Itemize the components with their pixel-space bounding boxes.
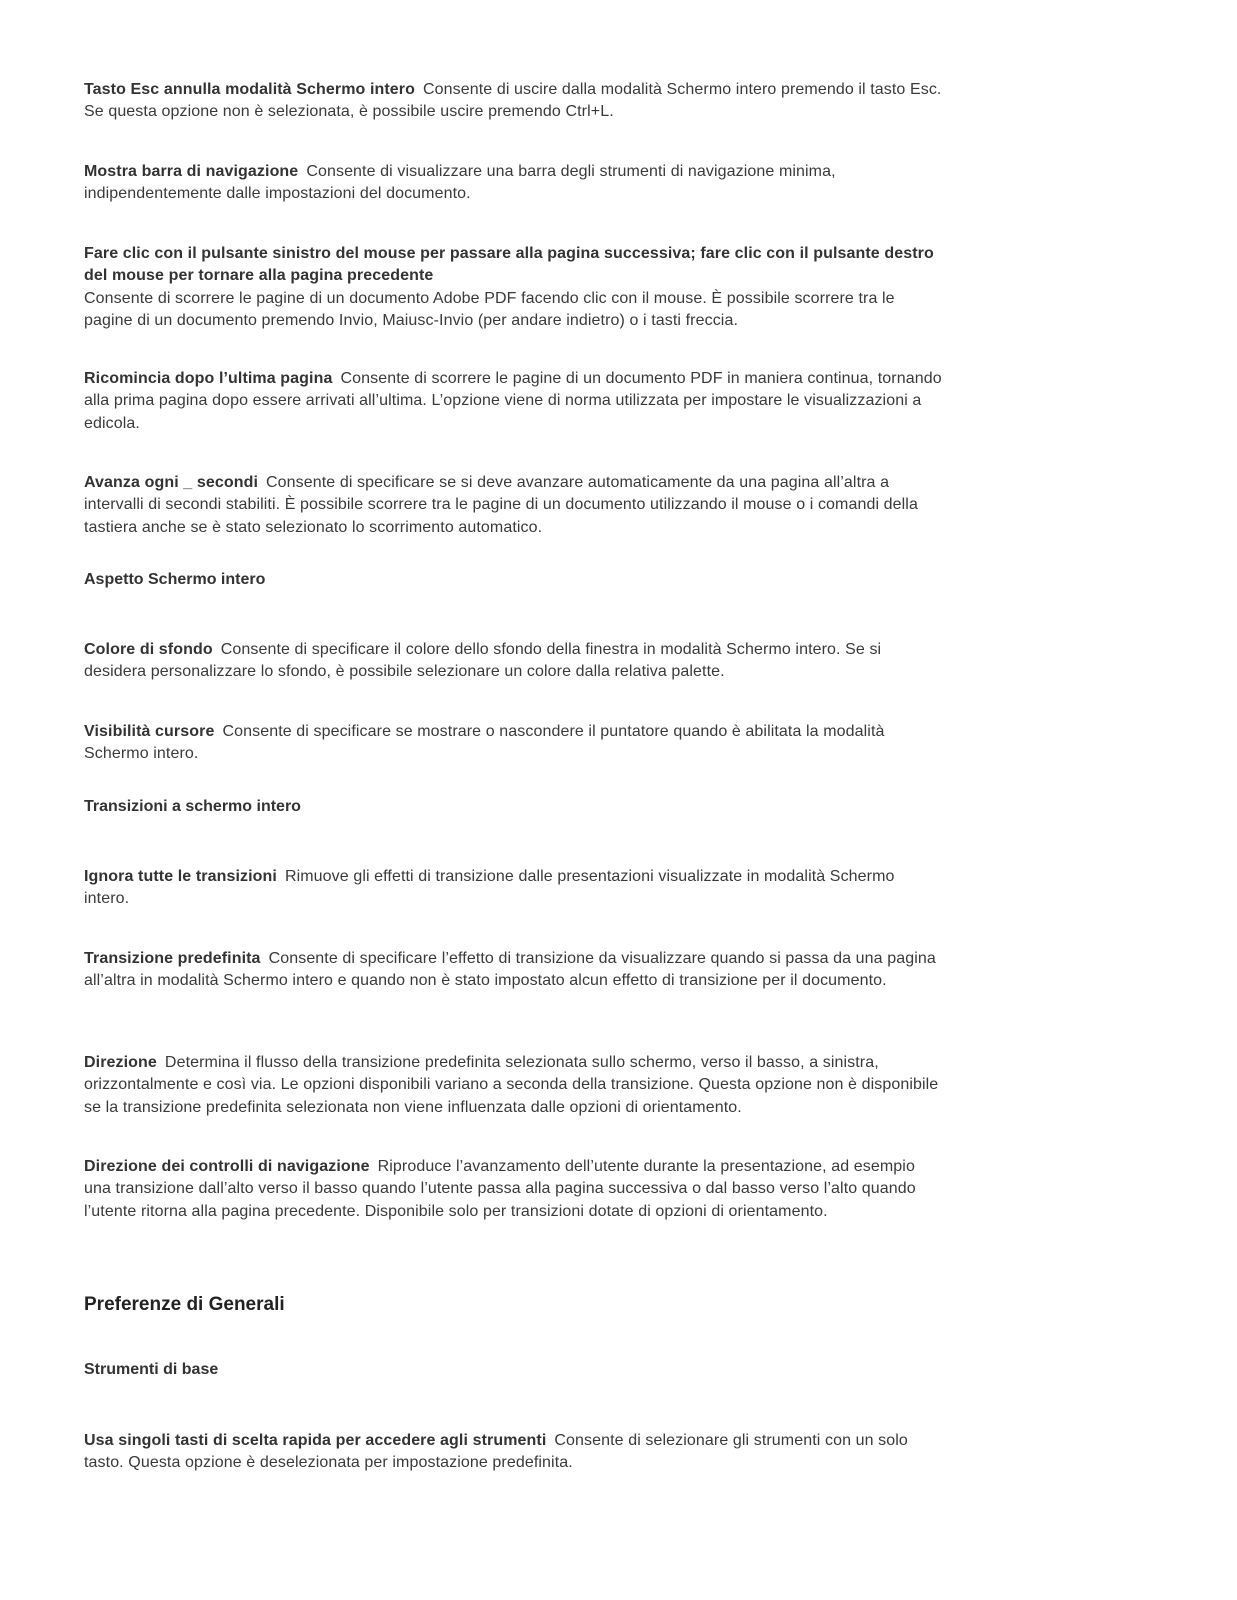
entry-description: Consente di visualizzare una barra degli strumenti di navigazione minima, indipendentemente dalle impostazioni del documento.: [84, 163, 836, 203]
entry-description: Consente di uscire dalla modalità Schermo intero premendo il tasto Esc. Se questa opzione non è selezionata, è possibile uscire premendo Ctrl+L.: [84, 81, 942, 121]
entry-ignore-all-transitions: [84, 866, 944, 911]
entry-term: Transizione predefinita: [84, 950, 261, 967]
entry-term: Mostra barra di navigazione: [84, 163, 299, 180]
entry-show-navigation-bar: [84, 161, 944, 206]
section-heading-general-preferences: Preferenze di Generali: [84, 1294, 285, 1315]
entry-description: Consente di specificare se si deve avanzare automaticamente da una pagina all’altra a intervalli di secondi stabiliti. È possibile scorrere tra le pagine di un documento utilizzando il mouse o i comandi della tastiera anche se è stato selezionato lo scorrimento automatico.: [84, 474, 918, 536]
entry-description: Riproduce l’avanzamento dell’utente durante la presentazione, ad esempio una transizione dall’alto verso il basso quando l’utente passa alla pagina successiva o dal basso verso l’alto quando l’utente ritorna alla pagina precedente. Disponibile solo per transizioni dotate di opzioni di orientamento.: [84, 1158, 916, 1220]
entry-term: Visibilità cursore: [84, 723, 215, 740]
subhead-fullscreen-appearance: Aspetto Schermo intero: [84, 571, 266, 588]
entry-navigation-control-direction: [84, 1156, 944, 1223]
entry-term: Avanza ogni _ secondi: [84, 474, 258, 491]
entry-loop-after-last-page: [84, 368, 944, 435]
entry-term: Tasto Esc annulla modalità Schermo intero: [84, 81, 415, 98]
subhead-basic-tools: Strumenti di base: [84, 1361, 219, 1378]
entry-description: Consente di specificare se mostrare o nascondere il puntatore quando è abilitata la modalità Schermo intero.: [84, 723, 885, 763]
entry-term: Direzione: [84, 1054, 157, 1071]
entry-default-transition: [84, 948, 944, 993]
entry-description: Consente di scorrere le pagine di un documento PDF in maniera continua, tornando alla prima pagina dopo essere arrivati all’ultima. L’opzione viene di norma utilizzata per impostare le visualizzazioni a edicola.: [84, 370, 942, 432]
entry-description: Consente di specificare il colore dello sfondo della finestra in modalità Schermo intero. Se si desidera personalizzare lo sfondo, è possibile selezionare un colore dalla relativa palette.: [84, 641, 882, 681]
entry-background-color: [84, 639, 944, 684]
entry-cursor-visibility: [84, 721, 944, 766]
entry-term: Colore di sfondo: [84, 641, 213, 658]
entry-description: Consente di selezionare gli strumenti con un solo tasto. Questa opzione è deselezionata per impostazione predefinita.: [84, 1432, 908, 1472]
entry-term: Usa singoli tasti di scelta rapida per accedere agli strumenti: [84, 1432, 547, 1449]
entry-term: Ricomincia dopo l’ultima pagina: [84, 370, 333, 387]
entry-description: Consente di scorrere le pagine di un documento Adobe PDF facendo clic con il mouse. È possibile scorrere tra le pagine di un documento premendo Invio, Maiusc-Invio (per andare indietro) o i tasti freccia.: [84, 289, 895, 330]
entry-term: Ignora tutte le transizioni: [84, 868, 277, 885]
entry-single-key-shortcuts: [84, 1430, 944, 1475]
entry-description: Rimuove gli effetti di transizione dalle presentazioni visualizzate in modalità Schermo intero.: [84, 868, 895, 908]
entry-term: Fare clic con il pulsante sinistro del mouse per passare alla pagina successiva; fare clic con il pulsante destro del mouse per tornare alla pagina precedente: [84, 245, 934, 285]
subhead-fullscreen-transitions: Transizioni a schermo intero: [84, 798, 301, 815]
entry-advance-every-seconds: [84, 472, 944, 539]
entry-esc-exits-fullscreen: [84, 79, 944, 124]
entry-description: Determina il flusso della transizione predefinita selezionata sullo schermo, verso il basso, a sinistra, orizzontalmente e così via. Le opzioni disponibili variano a seconda della transizione. Questa opzione non è disponibile se la transizione predefinita selezionata non viene influenzata dalle opzioni di orientamento.: [84, 1054, 939, 1116]
entry-description: Consente di specificare l’effetto di transizione da visualizzare quando si passa da una pagina all’altra in modalità Schermo intero e quando non è stato impostato alcun effetto di transizione per il documento.: [84, 950, 936, 990]
entry-direction: [84, 1052, 944, 1119]
entry-term: Direzione dei controlli di navigazione: [84, 1158, 370, 1175]
entry-left-click-advance: [84, 243, 944, 333]
